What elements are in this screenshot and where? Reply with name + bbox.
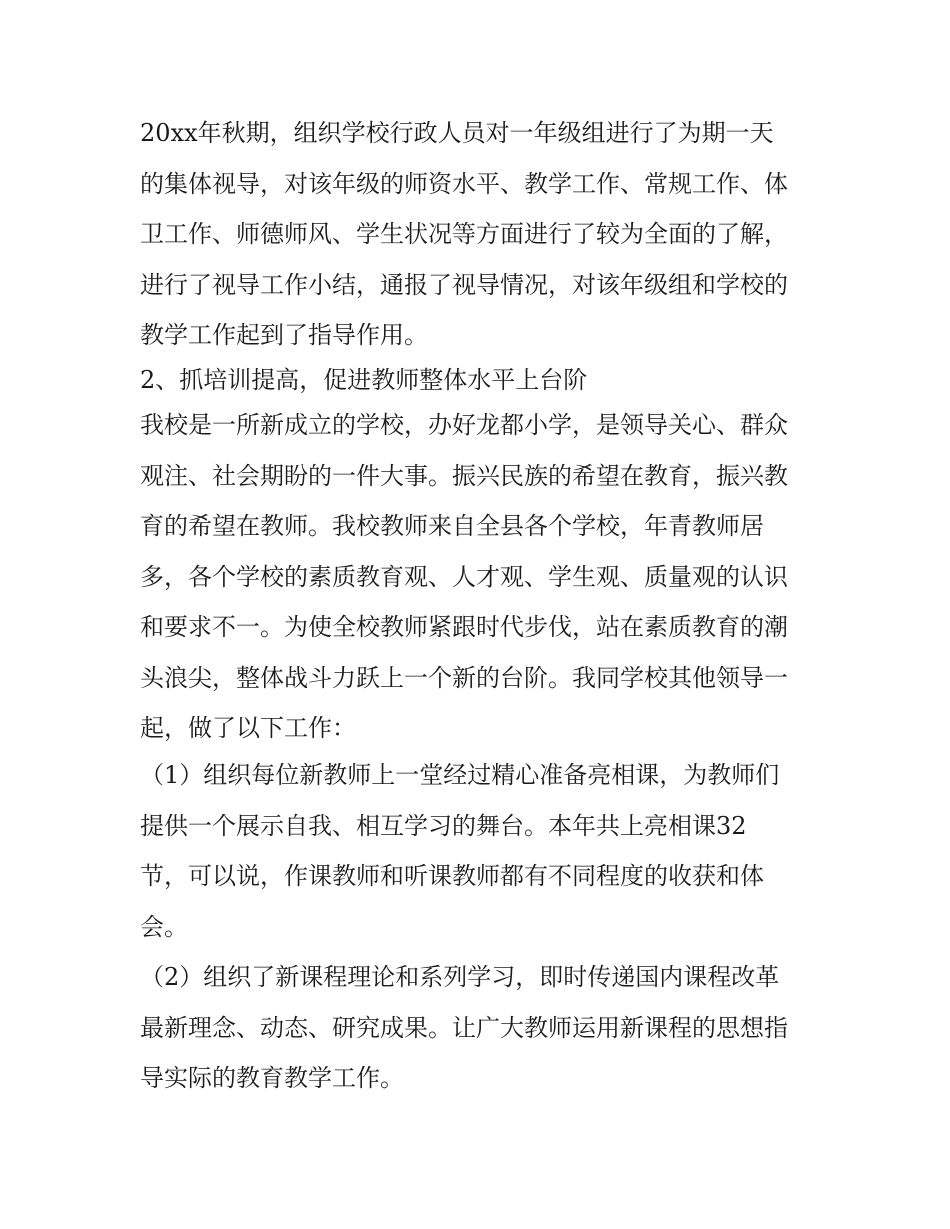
paragraph-line: 起，做了以下工作： — [140, 714, 356, 742]
paragraph-line: 进行了视导工作小结，通报了视导情况，对该年级组和学校的 — [140, 270, 788, 299]
paragraph-line: 头浪尖，整体战斗力跃上一个新的台阶。我同学校其他领导一 — [140, 663, 788, 692]
paragraph-line: 20xx年秋期，组织学校行政人员对一年级组进行了为期一天 — [140, 119, 774, 147]
paragraph-line: 和要求不一。为使全校教师紧跟时代步伐，站在素质教育的潮 — [140, 613, 788, 641]
paragraph-line: 多，各个学校的素质教育观、人才观、学生观、质量观的认识 — [140, 562, 788, 591]
paragraph-line: 观注、社会期盼的一件大事。振兴民族的希望在教育，振兴教 — [140, 461, 788, 490]
document-body — [140, 108, 820, 1104]
list-item-line: 最新理念、动态、研究成果。让广大教师运用新课程的思想指 — [140, 1013, 788, 1042]
paragraph-line: 的集体视导，对该年级的师资水平、教学工作、常规工作、体 — [140, 169, 788, 198]
list-item-line: 会。 — [140, 912, 188, 941]
list-item-line: 提供一个展示自我、相互学习的舞台。本年共上亮相课32 — [140, 811, 747, 840]
paragraph-line: 卫工作、师德师风、学生状况等方面进行了较为全面的了解， — [140, 220, 788, 248]
section-heading: 2、抓培训提高，促进教师整体水平上台阶 — [140, 366, 588, 394]
paragraph-line: 育的希望在教师。我校教师来自全县各个学校，年青教师居 — [140, 512, 764, 540]
list-item-line: 节，可以说，作课教师和听课教师都有不同程度的收获和体 — [140, 862, 764, 890]
list-item-line: （1）组织每位新教师上一堂经过精心准备亮相课，为教师们 — [140, 761, 780, 789]
paragraph-line: 教学工作起到了指导作用。 — [140, 321, 428, 349]
list-item-line: （2）组织了新课程理论和系列学习，即时传递国内课程改革 — [140, 963, 780, 991]
paragraph-line: 我校是一所新成立的学校，办好龙都小学，是领导关心、群众 — [140, 411, 788, 439]
list-item-line: 导实际的教育教学工作。 — [140, 1064, 404, 1092]
